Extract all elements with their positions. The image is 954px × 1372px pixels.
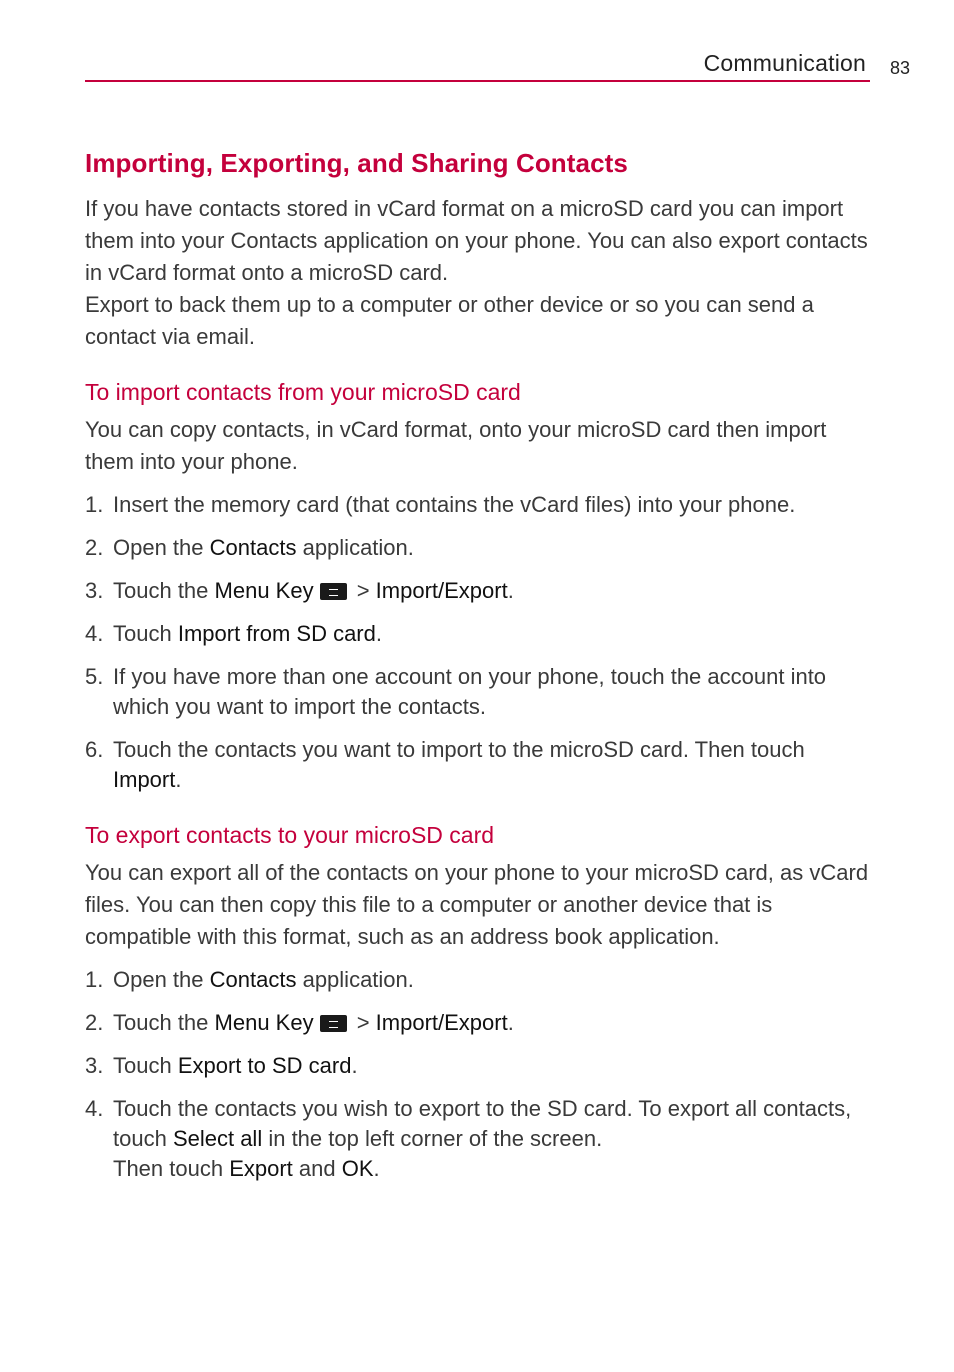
step-text: application. bbox=[296, 535, 414, 560]
step-text: . bbox=[373, 1156, 380, 1181]
step-number: 3. bbox=[85, 578, 104, 603]
step-text: Open the bbox=[113, 535, 210, 560]
step-text: Touch bbox=[113, 621, 178, 646]
ok-label: OK bbox=[341, 1156, 374, 1181]
running-header: Communication bbox=[703, 50, 866, 76]
intro-paragraph-2: Export to back them up to a computer or other device or so you can send a contact via email. bbox=[85, 292, 814, 349]
step-text: . bbox=[507, 1010, 514, 1035]
step-text: Touch the bbox=[113, 1010, 215, 1035]
step-number: 1. bbox=[85, 967, 104, 992]
step-number: 1. bbox=[85, 492, 104, 517]
step-number: 2. bbox=[85, 535, 104, 560]
import-heading: To import contacts from your microSD card bbox=[85, 379, 521, 405]
list-item bbox=[85, 662, 875, 722]
import-from-sd-label: Import from SD card bbox=[177, 621, 376, 646]
import-export-label: Import/Export bbox=[375, 1010, 508, 1035]
import-description: You can copy contacts, in vCard format, onto your microSD card then import them into your phone. bbox=[85, 417, 827, 474]
page-number: 83 bbox=[890, 58, 911, 78]
contacts-app-label: Contacts bbox=[209, 535, 297, 560]
menu-key-icon bbox=[320, 583, 347, 600]
page-title: Importing, Exporting, and Sharing Contacts bbox=[85, 148, 628, 178]
import-export-label: Import/Export bbox=[375, 578, 508, 603]
step-text: Insert the memory card (that contains the vCard files) into your phone. bbox=[113, 492, 796, 517]
step-text: . bbox=[351, 1053, 358, 1078]
step-text: and bbox=[292, 1156, 342, 1181]
export-label: Export bbox=[229, 1156, 293, 1181]
step-text: . bbox=[375, 621, 382, 646]
step-number: 3. bbox=[85, 1053, 104, 1078]
menu-key-label: Menu Key bbox=[214, 1010, 314, 1035]
step-text: . bbox=[507, 578, 514, 603]
step-text: . bbox=[175, 767, 182, 792]
list-item bbox=[85, 965, 875, 995]
import-label: Import bbox=[113, 767, 176, 792]
list-item bbox=[85, 619, 875, 649]
list-item bbox=[85, 735, 875, 795]
step-number: 4. bbox=[85, 621, 104, 646]
menu-key-label: Menu Key bbox=[214, 578, 314, 603]
list-item bbox=[85, 1051, 875, 1081]
page-content bbox=[85, 148, 875, 1197]
step-text: Touch the contacts you wish to export to the SD card. To export all contacts, touch bbox=[113, 1096, 852, 1151]
step-number: 6. bbox=[85, 737, 104, 762]
step-text: application. bbox=[296, 967, 414, 992]
list-item bbox=[85, 490, 875, 520]
step-text: > bbox=[350, 1010, 376, 1035]
import-steps bbox=[85, 490, 875, 795]
step-text: in the top left corner of the screen. bbox=[262, 1126, 603, 1151]
export-steps bbox=[85, 965, 875, 1184]
list-item bbox=[85, 533, 875, 563]
list-item bbox=[85, 1008, 875, 1038]
step-text: > bbox=[350, 578, 376, 603]
select-all-label: Select all bbox=[172, 1126, 263, 1151]
menu-key-icon bbox=[320, 1015, 347, 1032]
step-text: Open the bbox=[113, 967, 210, 992]
step-number: 2. bbox=[85, 1010, 104, 1035]
export-heading: To export contacts to your microSD card bbox=[85, 822, 495, 848]
header-rule bbox=[85, 80, 870, 82]
step-text: Touch the contacts you want to import to the microSD card. Then touch bbox=[113, 737, 805, 762]
step-text: If you have more than one account on your phone, touch the account into which you want to import the contacts. bbox=[113, 664, 827, 719]
step-text: Touch the bbox=[113, 578, 215, 603]
step-text: Touch bbox=[113, 1053, 178, 1078]
list-item bbox=[85, 1094, 875, 1184]
export-description: You can export all of the contacts on your phone to your microSD card, as vCard files. You can then copy this file to a computer or another device that is compatible with this format, such as an address book application. bbox=[85, 860, 869, 949]
export-to-sd-label: Export to SD card bbox=[177, 1053, 352, 1078]
step-number: 4. bbox=[85, 1096, 104, 1121]
intro-paragraph: If you have contacts stored in vCard format on a microSD card you can import them into your Contacts application on your phone. You can also export contacts in vCard format onto a microSD card. bbox=[85, 196, 868, 285]
list-item bbox=[85, 576, 875, 606]
step-number: 5. bbox=[85, 664, 104, 689]
contacts-app-label: Contacts bbox=[209, 967, 297, 992]
step-text: Then touch bbox=[113, 1156, 230, 1181]
